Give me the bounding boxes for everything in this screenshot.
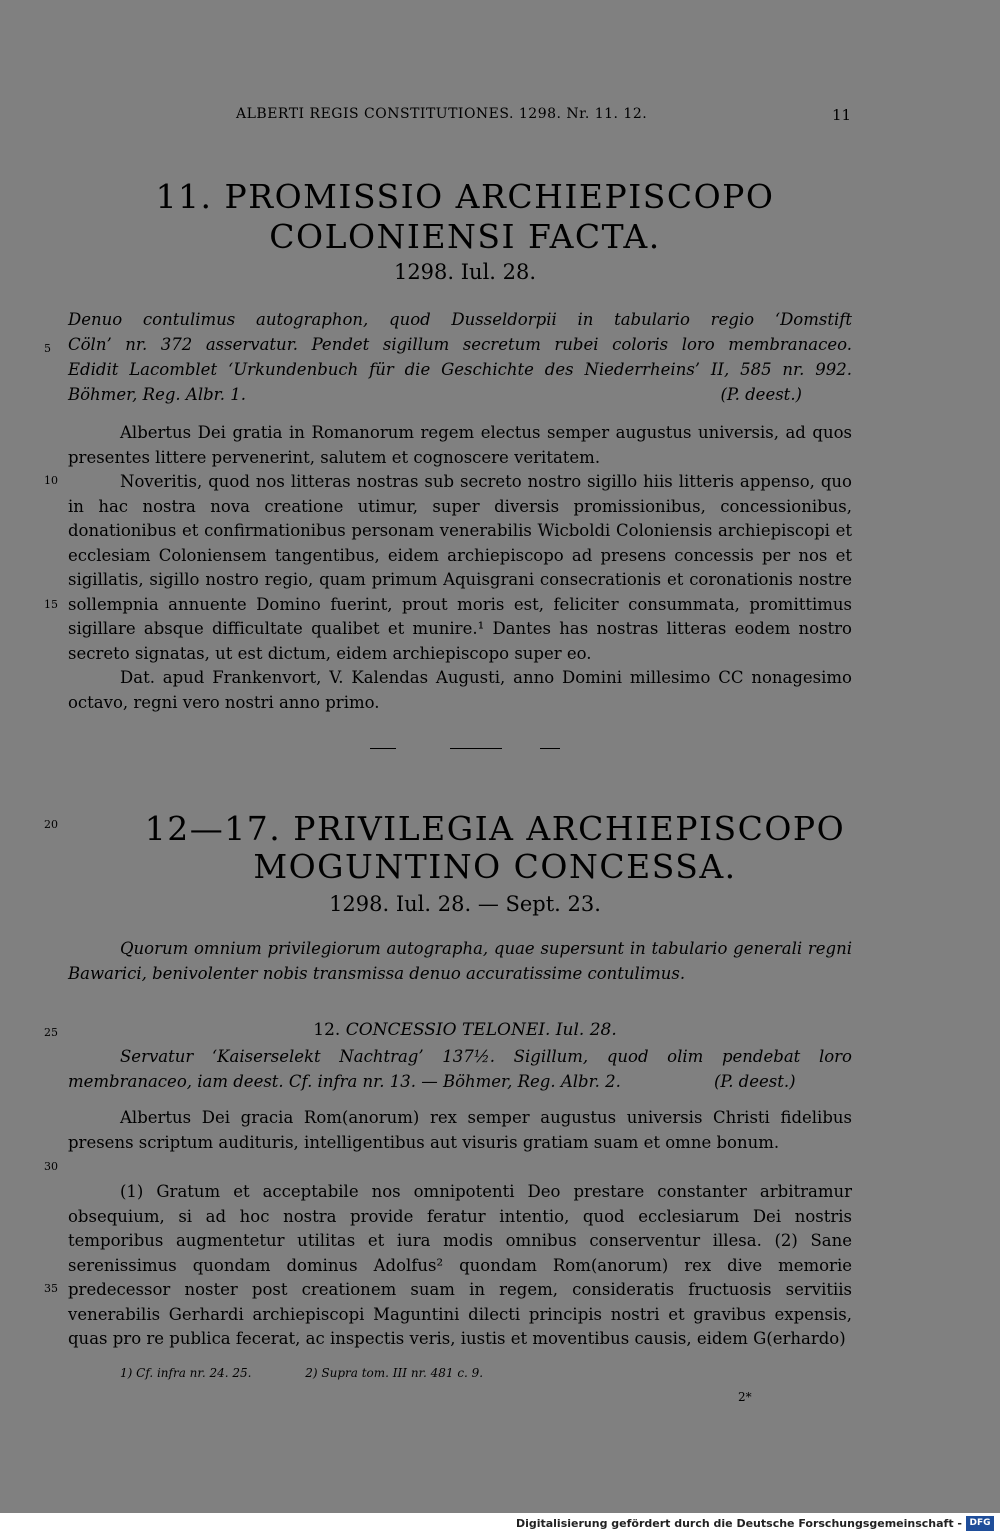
footnotes — [120, 1366, 533, 1380]
footnote-2: 2) Supra tom. III nr. 481 c. 9. — [305, 1366, 484, 1380]
doc12-paragraph-2: (1) Gratum et acceptabile nos omnipotenti Deo prestare constanter arbitramur obsequium, si ad hoc nostra provide feratur intentio, quod ecclesiarum Dei nostris temporibus augmentetur utilitas et iura modis omnibus conserventur illesa. (2) Sane serenissimus quondam dominus Adolfus² quondam Rom(anorum) rex dive memorie predecessor noster post creationem suam in regem, consideratis fructuosis servitiis venerabilis Gerhardi archiepiscopi Maguntini dilecti principis nostri et gravibus expensis, quas pro re publica fecerat, ac inspectis veris, iustis et moventibus causis, eidem G(erhardo) — [68, 1182, 852, 1348]
doc11-intro-line2: Cöln’ nr. 372 asservatur. Pendet sigillum secretum rubei coloris loro membranaceo. — [68, 335, 852, 354]
doc11-intro-line4 — [68, 383, 802, 408]
line-number: 5 — [44, 342, 51, 355]
doc11-intro-note: (P. deest.) — [720, 385, 802, 404]
doc11-paragraph-2: Noveritis, quod nos litteras nostras sub secreto nostro sigillo hiis litteris appenso, quo in hac nostra nova creatione utimur, super diversis promissionibus, concessionibus, donationibus et confirmationibus personam venerabilis Wicboldi Coloniensis archiepiscopi et ecclesiam Coloniensem tangentibus, eidem archiepiscopo ad presens concessis per nos et sigillatis, sigillo nostro regio, quam primum Aquisgrani consecrationis et coronationis nostre sollempnia annuente Domino fuerint, prout moris est, feliciter consummata, promittimus sigillare absque difficultate qualibet et munire.¹ Dantes has nostras litteras eodem nostro secreto signatas, ut est dictum, eidem archiepiscopo super eo. — [68, 472, 852, 663]
line-number: 30 — [44, 1160, 58, 1173]
doc12-title: CONCESSIO TELONEI. — [345, 1020, 551, 1040]
doc12-17-intro: Quorum omnium privilegiorum autographa, quae supersunt in tabulario generali regni Bawarici, benivolenter nobis transmissa denuo accuratissime contulimus. — [68, 939, 852, 983]
doc12-intro-note: (P. deest.) — [714, 1072, 796, 1091]
line-number: 20 — [44, 818, 58, 831]
signature-mark: 2* — [738, 1390, 752, 1404]
doc12-paragraph-1: Albertus Dei gracia Rom(anorum) rex semper augustus universis Christi fidelibus presens scriptum audituris, intelligentibus aut visuris gratiam suam et omne bonum. — [68, 1108, 852, 1152]
doc12-number: 12. — [313, 1020, 341, 1040]
doc12-17-title-line1: 12—17. PRIVILEGIA ARCHIEPISCOPO — [144, 809, 846, 848]
doc12-heading — [0, 1020, 930, 1040]
doc11-date: 1298. Iul. 28. — [393, 260, 537, 284]
footnote-1: 1) Cf. infra nr. 24. 25. — [120, 1366, 252, 1380]
doc11-title-line1: 11. PROMISSIO ARCHIEPISCOPO — [155, 177, 775, 216]
doc11-intro-line1: Denuo contulimus autographon, quod Dusseldorpii in tabulario regio ‘Domstift — [68, 310, 852, 329]
line-number: 10 — [44, 474, 58, 487]
doc12-date: Iul. 28. — [555, 1020, 617, 1040]
doc11-paragraph-3: Dat. apud Frankenvort, V. Kalendas Augusti, anno Domini millesimo CC nonagesimo octavo, regni vero nostri anno primo. — [68, 668, 852, 712]
line-number: 25 — [44, 1026, 58, 1039]
dfg-footer — [0, 1513, 1000, 1535]
doc12-17-date: 1298. Iul. 28. — Sept. 23. — [329, 892, 601, 916]
doc11-title-line2: COLONIENSI FACTA. — [269, 217, 661, 256]
dfg-footer-text: Digitalisierung gefördert durch die Deutsche Forschungsgemeinschaft - — [515, 1517, 962, 1530]
dfg-logo-icon: DFG — [966, 1516, 994, 1531]
doc12-17-title-line2: MOGUNTINO CONCESSA. — [253, 847, 737, 886]
doc11-intro-line3: Edidit Lacomblet ‘Urkundenbuch für die Geschichte des Niederrheins’ II, 585 nr. 992. — [68, 360, 852, 379]
line-number: 15 — [44, 598, 58, 611]
doc12-intro: Servatur ‘Kaiserselekt Nachtrag’ 137½. Sigillum, quod olim pendebat loro membranaceo, iam deest. Cf. infra nr. 13. — Böhmer, Reg. Albr. 2. — [68, 1047, 852, 1091]
page-number: 11 — [832, 106, 852, 124]
doc11-paragraph-1: Albertus Dei gratia in Romanorum regem electus semper augustus universis, ad quos presentes littere pervenerint, salutem et cognoscere veritatem. — [68, 423, 852, 467]
line-number: 35 — [44, 1282, 58, 1295]
doc11-regest-ref: Böhmer, Reg. Albr. 1. — [68, 385, 246, 404]
running-head: ALBERTI REGIS CONSTITUTIONES. 1298. Nr. 11. 12. — [236, 106, 648, 122]
section-separator — [370, 748, 560, 750]
